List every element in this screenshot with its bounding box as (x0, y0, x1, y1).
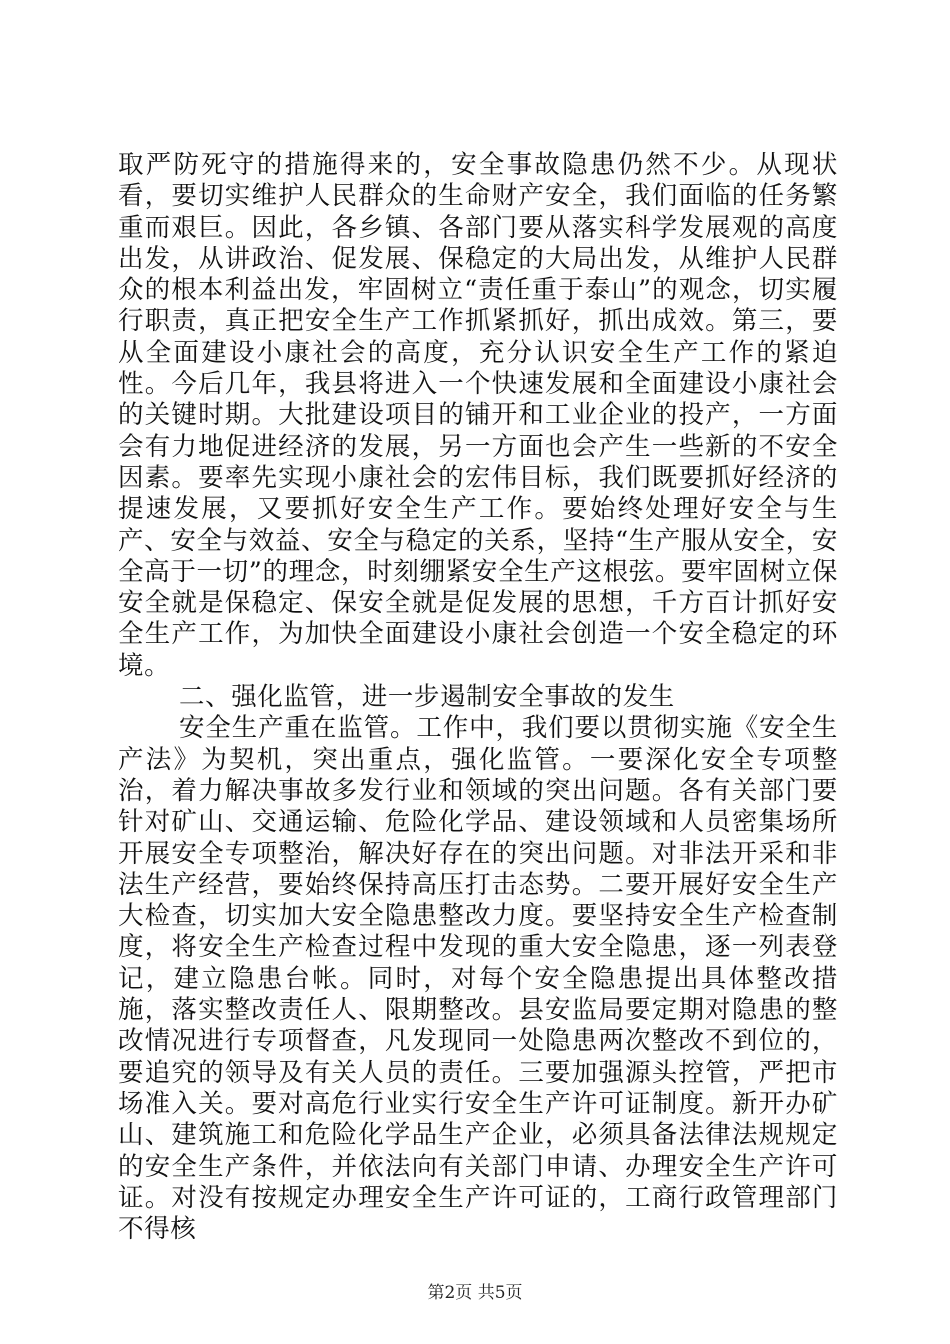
body-paragraph-1: 取严防死守的措施得来的，安全事故隐患仍然不少。从现状看，要切实维护人民群众的生命财产安全，我们面临的任务繁重而艰巨。因此，各乡镇、各部门要从落实科学发展观的高度出发，从讲政治、促发展、保稳定的大局出发，从维护人民群众的根本利益出发，牢固树立“责任重于泰山”的观念，切实履行职责，真正把安全生产工作抓紧抓好，抓出成效。第三，要从全面建设小康社会的高度，充分认识安全生产工作的紧迫性。今后几年，我县将进入一个快速发展和全面建设小康社会的关键时期。大批建设项目的铺开和工业企业的投产，一方面会有力地促进经济的发展，另一方面也会产生一些新的不安全因素。要率先实现小康社会的宏伟目标，我们既要抓好经济的提速发展，又要抓好安全生产工作。要始终处理好安全与生产、安全与效益、安全与稳定的关系，坚持“生产服从安全，安全高于一切”的理念，时刻绷紧安全生产这根弦。要牢固树立保安全就是保稳定、保安全就是促发展的思想，千方百计抓好安全生产工作，为加快全面建设小康社会创造一个安全稳定的环境。 (118, 150, 838, 681)
section-heading: 二、强化监管，进一步遏制安全事故的发生 (179, 682, 675, 713)
document-body (118, 150, 838, 1245)
page-number-footer: 第2页 共5页 (427, 1283, 523, 1303)
body-paragraph-2: 安全生产重在监管。工作中，我们要以贯彻实施《安全生产法》为契机，突出重点，强化监管。一要深化安全专项整治，着力解决事故多发行业和领域的突出问题。各有关部门要针对矿山、交通运输、危险化学品、建设领域和人员密集场所开展安全专项整治，解决好存在的突出问题。对非法开采和非法生产经营，要始终保持高压打击态势。二要开展好安全生产大检查，切实加大安全隐患整改力度。要坚持安全生产检查制度，将安全生产检查过程中发现的重大安全隐患，逐一列表登记，建立隐患台帐。同时，对每个安全隐患提出具体整改措施，落实整改责任人、限期整改。县安监局要定期对隐患的整改情况进行专项督查，凡发现同一处隐患两次整改不到位的，要追究的领导及有关人员的责任。三要加强源头控管，严把市场准入关。要对高危行业实行安全生产许可证制度。新开办矿山、建筑施工和危险化学品生产企业，必须具备法律法规规定的安全生产条件，并依法向有关部门申请、办理安全生产许可证。对没有按规定办理安全生产许可证的，工商行政管理部门不得核 (118, 713, 838, 1245)
